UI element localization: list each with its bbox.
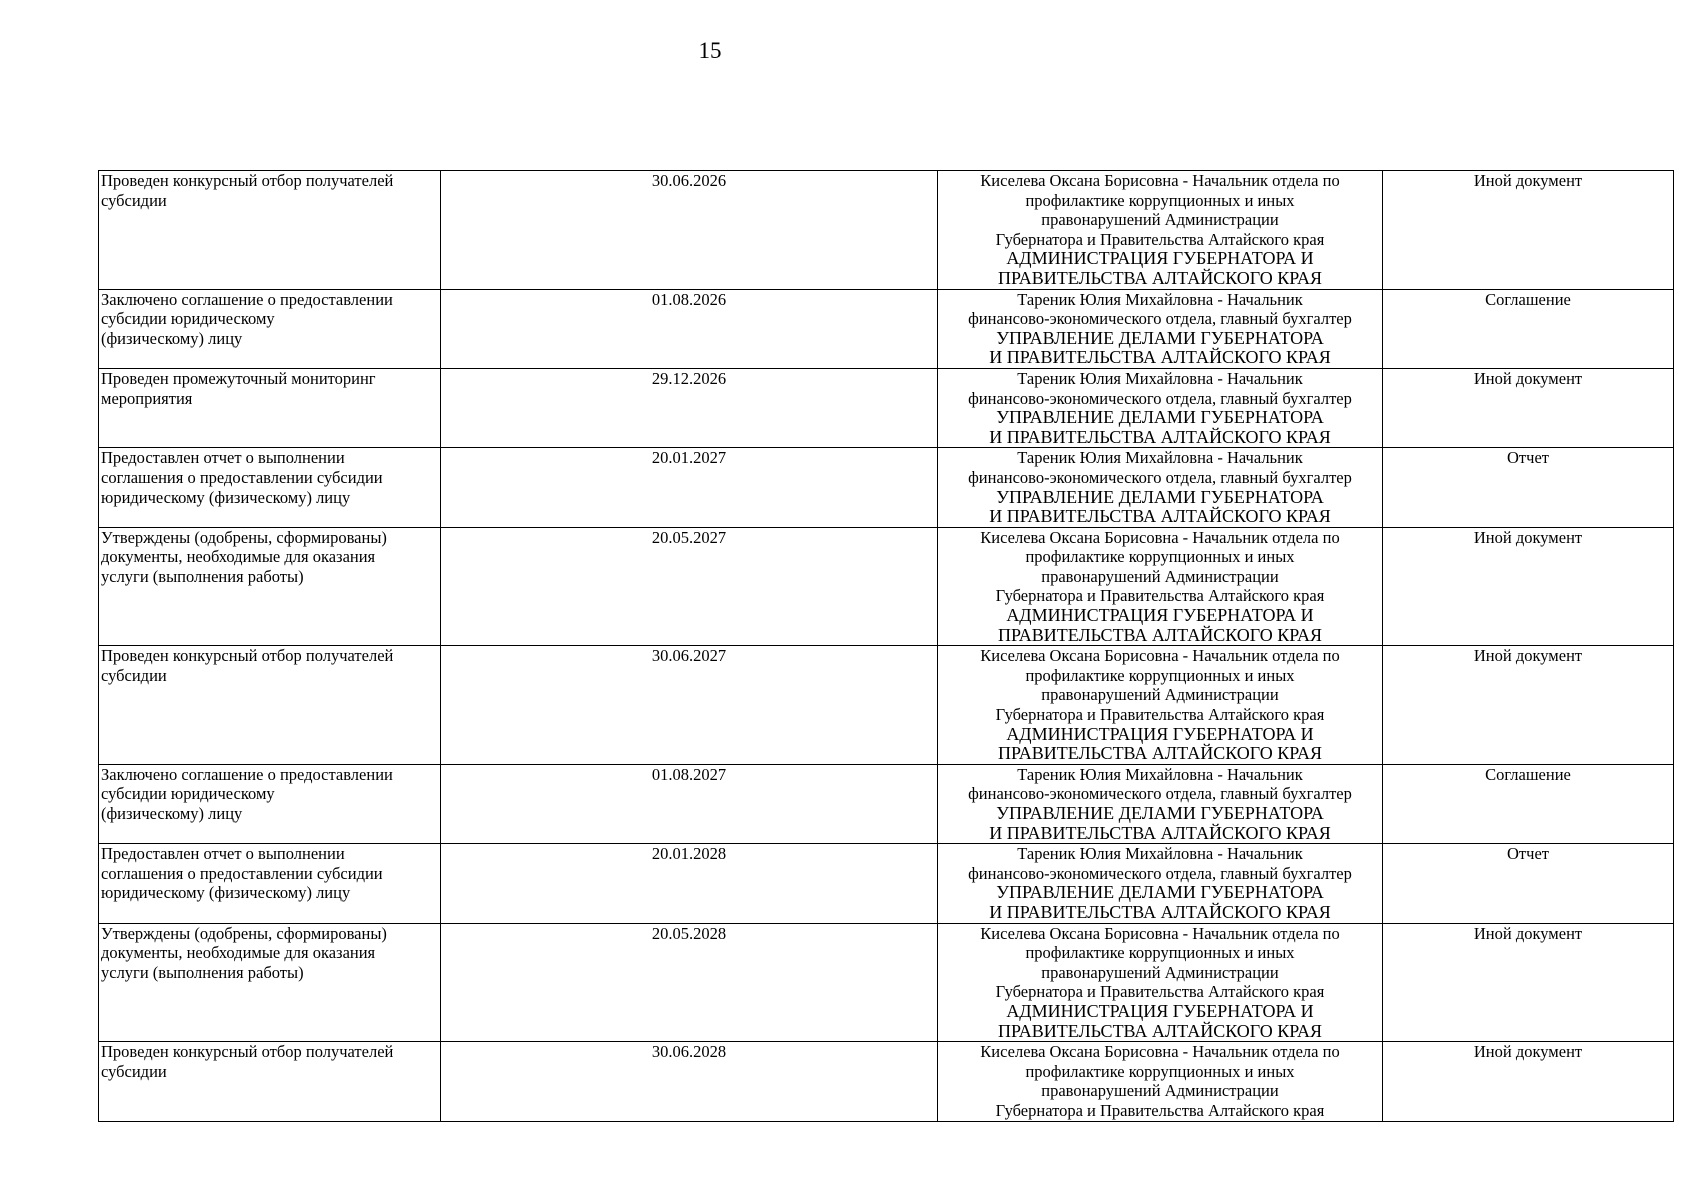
event-text-line: Заключено соглашение о предоставлении — [101, 289, 393, 309]
table-row — [99, 844, 1674, 923]
responsible-cell — [938, 527, 1383, 646]
event-text-line: документы, необходимые для оказания — [101, 547, 376, 567]
responsible-text-line: финансово-экономического отдела, главный бухгалтер — [968, 784, 1352, 804]
organization-text-line: УПРАВЛЕНИЕ ДЕЛАМИ ГУБЕРНАТОРА — [996, 486, 1324, 507]
organization-text-line: УПРАВЛЕНИЕ ДЕЛАМИ ГУБЕРНАТОРА — [996, 407, 1324, 428]
organization-text-line: И ПРАВИТЕЛЬСТВА АЛТАЙСКОГО КРАЯ — [989, 506, 1331, 527]
responsible-cell — [938, 171, 1383, 290]
table-row — [99, 171, 1674, 290]
table-row — [99, 923, 1674, 1042]
responsible-text-line: профилактике коррупционных и иных — [1025, 1061, 1295, 1081]
event-text-line: (физическому) лицу — [101, 328, 243, 348]
responsible-text-line: профилактике коррупционных и иных — [1025, 190, 1295, 210]
organization-text-line: И ПРАВИТЕЛЬСТВА АЛТАЙСКОГО КРАЯ — [989, 426, 1331, 447]
responsible-text-line: Киселева Оксана Борисовна - Начальник отдела по — [980, 923, 1340, 943]
event-text-line: Утверждены (одобрены, сформированы) — [101, 527, 387, 547]
responsible-cell — [938, 1042, 1383, 1121]
responsible-text-line: Тареник Юлия Михайловна - Начальник — [1017, 368, 1303, 388]
organization-text-line: УПРАВЛЕНИЕ ДЕЛАМИ ГУБЕРНАТОРА — [996, 803, 1324, 823]
responsible-cell — [938, 289, 1383, 368]
responsible-text-line: профилактике коррупционных и иных — [1025, 943, 1295, 963]
document-type-cell: Отчет — [1383, 448, 1674, 527]
organization-text-line: АДМИНИСТРАЦИЯ ГУБЕРНАТОРА И — [1006, 605, 1314, 626]
organization-text-line: АДМИНИСТРАЦИЯ ГУБЕРНАТОРА И — [1006, 1000, 1314, 1021]
document-type-cell: Иной документ — [1383, 923, 1674, 1042]
date-cell: 30.06.2027 — [441, 646, 938, 765]
organization-text-line: ПРАВИТЕЛЬСТВА АЛТАЙСКОГО КРАЯ — [998, 624, 1322, 645]
table-row — [99, 1042, 1674, 1121]
responsible-cell — [938, 646, 1383, 765]
responsible-cell — [938, 844, 1383, 923]
responsible-text-line: Губернатора и Правительства Алтайского края — [995, 705, 1325, 725]
document-type-cell: Соглашение — [1383, 289, 1674, 368]
event-text-line: Проведен конкурсный отбор получателей — [101, 646, 394, 666]
event-cell — [99, 923, 441, 1042]
date-cell: 01.08.2026 — [441, 289, 938, 368]
event-cell — [99, 368, 441, 447]
responsible-cell — [938, 368, 1383, 447]
table-row — [99, 368, 1674, 447]
event-text-line: субсидии юридическому — [101, 784, 275, 804]
document-type-cell: Иной документ — [1383, 1042, 1674, 1121]
table-row — [99, 527, 1674, 646]
event-cell — [99, 171, 441, 290]
event-text-line: услуги (выполнения работы) — [101, 566, 304, 586]
date-cell: 01.08.2027 — [441, 764, 938, 843]
event-text-line: юридическому (физическому) лицу — [101, 487, 351, 507]
responsible-text-line: Киселева Оксана Борисовна - Начальник отдела по — [980, 1042, 1340, 1062]
responsible-cell — [938, 764, 1383, 843]
schedule-table-body — [99, 171, 1674, 1122]
responsible-text-line: финансово-экономического отдела, главный бухгалтер — [968, 388, 1352, 408]
responsible-text-line: Губернатора и Правительства Алтайского края — [995, 229, 1325, 249]
responsible-text-line: Губернатора и Правительства Алтайского края — [995, 982, 1325, 1002]
organization-text-line: УПРАВЛЕНИЕ ДЕЛАМИ ГУБЕРНАТОРА — [996, 882, 1324, 903]
organization-text-line: ПРАВИТЕЛЬСТВА АЛТАЙСКОГО КРАЯ — [998, 267, 1322, 288]
event-cell — [99, 448, 441, 527]
responsible-text-line: правонарушений Администрации — [1041, 685, 1279, 705]
responsible-text-line: финансово-экономического отдела, главный бухгалтер — [968, 863, 1352, 883]
organization-text-line: ПРАВИТЕЛЬСТВА АЛТАЙСКОГО КРАЯ — [998, 1020, 1322, 1041]
responsible-text-line: финансово-экономического отдела, главный бухгалтер — [968, 309, 1352, 329]
schedule-table — [98, 170, 1674, 1122]
table-row — [99, 646, 1674, 765]
organization-text-line: УПРАВЛЕНИЕ ДЕЛАМИ ГУБЕРНАТОРА — [996, 327, 1324, 348]
date-cell: 20.01.2028 — [441, 844, 938, 923]
organization-text-line: И ПРАВИТЕЛЬСТВА АЛТАЙСКОГО КРАЯ — [989, 822, 1331, 843]
date-cell: 20.05.2027 — [441, 527, 938, 646]
responsible-text-line: правонарушений Администрации — [1041, 210, 1279, 230]
responsible-text-line: Губернатора и Правительства Алтайского края — [995, 1100, 1325, 1120]
date-cell: 20.05.2028 — [441, 923, 938, 1042]
date-cell: 29.12.2026 — [441, 368, 938, 447]
event-text-line: Заключено соглашение о предоставлении — [101, 764, 393, 784]
event-text-line: соглашения о предоставлении субсидии — [101, 467, 383, 487]
event-text-line: услуги (выполнения работы) — [101, 962, 304, 982]
responsible-text-line: профилактике коррупционных и иных — [1025, 547, 1295, 567]
event-text-line: Утверждены (одобрены, сформированы) — [101, 923, 387, 943]
organization-text-line: И ПРАВИТЕЛЬСТВА АЛТАЙСКОГО КРАЯ — [989, 901, 1331, 922]
document-type-cell: Иной документ — [1383, 527, 1674, 646]
responsible-text-line: правонарушений Администрации — [1041, 566, 1279, 586]
event-cell — [99, 527, 441, 646]
event-text-line: субсидии — [101, 1061, 167, 1081]
responsible-text-line: Тареник Юлия Михайловна - Начальник — [1017, 844, 1303, 864]
responsible-text-line: Тареник Юлия Михайловна - Начальник — [1017, 764, 1303, 784]
event-text-line: субсидии юридическому — [101, 309, 275, 329]
event-text-line: документы, необходимые для оказания — [101, 943, 376, 963]
organization-text-line: АДМИНИСТРАЦИЯ ГУБЕРНАТОРА И — [1006, 723, 1314, 744]
organization-text-line: ПРАВИТЕЛЬСТВА АЛТАЙСКОГО КРАЯ — [998, 743, 1322, 764]
event-cell — [99, 844, 441, 923]
page-number: 15 — [698, 38, 722, 63]
document-type-cell: Отчет — [1383, 844, 1674, 923]
event-text-line: мероприятия — [101, 388, 193, 408]
event-text-line: Проведен конкурсный отбор получателей — [101, 1042, 394, 1062]
responsible-text-line: Тареник Юлия Михайловна - Начальник — [1017, 448, 1303, 468]
table-row — [99, 448, 1674, 527]
document-type-cell: Иной документ — [1383, 646, 1674, 765]
responsible-text-line: Киселева Оксана Борисовна - Начальник отдела по — [980, 171, 1340, 190]
responsible-cell — [938, 923, 1383, 1042]
responsible-text-line: профилактике коррупционных и иных — [1025, 665, 1295, 685]
responsible-text-line: Губернатора и Правительства Алтайского края — [995, 586, 1325, 606]
event-text-line: Предоставлен отчет о выполнении — [101, 844, 345, 864]
event-text-line: Проведен промежуточный мониторинг — [101, 368, 376, 388]
date-cell: 20.01.2027 — [441, 448, 938, 527]
document-type-cell: Иной документ — [1383, 171, 1674, 290]
table-row — [99, 764, 1674, 843]
event-cell — [99, 764, 441, 843]
event-text-line: (физическому) лицу — [101, 804, 243, 823]
organization-text-line: АДМИНИСТРАЦИЯ ГУБЕРНАТОРА И — [1006, 248, 1314, 269]
organization-text-line: И ПРАВИТЕЛЬСТВА АЛТАЙСКОГО КРАЯ — [989, 347, 1331, 368]
responsible-text-line: Тареник Юлия Михайловна - Начальник — [1017, 289, 1303, 309]
event-text-line: Проведен конкурсный отбор получателей — [101, 171, 394, 190]
responsible-text-line: правонарушений Администрации — [1041, 962, 1279, 982]
responsible-text-line: правонарушений Администрации — [1041, 1081, 1279, 1101]
responsible-cell — [938, 448, 1383, 527]
event-text-line: субсидии — [101, 190, 167, 210]
event-text-line: Предоставлен отчет о выполнении — [101, 448, 345, 468]
date-cell: 30.06.2028 — [441, 1042, 938, 1121]
event-cell — [99, 289, 441, 368]
responsible-text-line: финансово-экономического отдела, главный бухгалтер — [968, 467, 1352, 487]
event-cell — [99, 646, 441, 765]
event-cell — [99, 1042, 441, 1121]
responsible-text-line: Киселева Оксана Борисовна - Начальник отдела по — [980, 646, 1340, 666]
document-type-cell: Соглашение — [1383, 764, 1674, 843]
responsible-text-line: Киселева Оксана Борисовна - Начальник отдела по — [980, 527, 1340, 547]
date-cell: 30.06.2026 — [441, 171, 938, 290]
document-type-cell: Иной документ — [1383, 368, 1674, 447]
event-text-line: юридическому (физическому) лицу — [101, 883, 351, 903]
event-text-line: соглашения о предоставлении субсидии — [101, 863, 383, 883]
table-row — [99, 289, 1674, 368]
event-text-line: субсидии — [101, 665, 167, 685]
